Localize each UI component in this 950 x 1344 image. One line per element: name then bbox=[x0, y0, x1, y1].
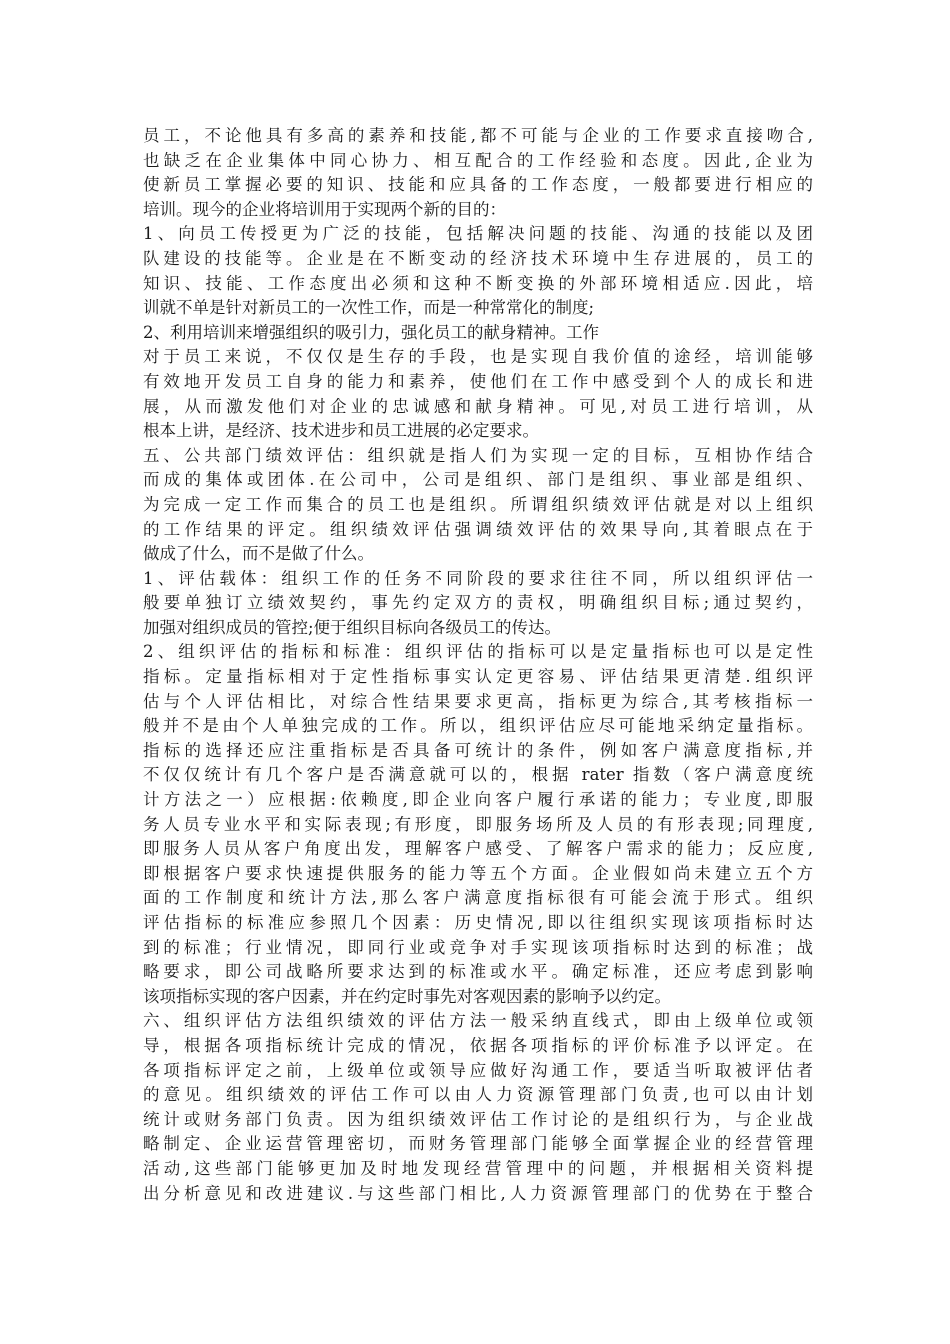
text-line: 即根据客户要求快速提供服务的能力等五个方面。企业假如尚未建立五个方 bbox=[143, 863, 813, 883]
text-line: 指标的选择还应注重指标是否具备可统计的条件，例如客户满意度指标,并 bbox=[143, 740, 813, 760]
text-line: 六、组织评估方法组织绩效的评估方法一般采纳直线式，即由上级单位或领 bbox=[143, 1011, 813, 1031]
text-line: 即服务人员从客户角度出发，理解客户感受、了解客户需求的能力；反应度, bbox=[143, 839, 813, 859]
text-line: 略制定、企业运营管理密切，而财务管理部门能够全面掌握企业的经营管理 bbox=[143, 1134, 813, 1154]
text-line: 使新员工掌握必要的知识、技能和应具备的工作态度，一般都要进行相应的 bbox=[143, 175, 813, 195]
text-line: 该项指标实现的客户因素，并在约定时事先对客观因素的影响予以约定。 bbox=[143, 986, 671, 1006]
text-line: 也缺乏在企业集体中同心协力、相互配合的工作经验和态度。因此,企业为 bbox=[143, 150, 813, 170]
text-line: 1、评估载体：组织工作的任务不同阶段的要求往往不同，所以组织评估一 bbox=[143, 568, 813, 588]
text-line: 展，从而激发他们对企业的忠诚感和献身精神。可见,对员工进行培训，从 bbox=[143, 396, 813, 416]
text-line: 而成的集体或团体.在公司中，公司是组织、部门是组织、事业部是组织、 bbox=[143, 470, 813, 490]
text-line: 2、组织评估的指标和标准：组织评估的指标可以是定量指标也可以是定性 bbox=[143, 642, 813, 662]
text-line: 加强对组织成员的管控;便于组织目标向各级员工的传达。 bbox=[143, 617, 562, 637]
text-line: 评估指标的标准应参照几个因素：历史情况,即以往组织实现该项指标时达 bbox=[143, 913, 813, 932]
text-line: 估与个人评估相比，对综合性结果要求更高，指标更为综合,其考核指标一 bbox=[143, 691, 813, 711]
text-line: 计方法之一）应根据:依赖度,即企业向客户履行承诺的能力；专业度,即服 bbox=[143, 790, 813, 810]
text-line: 的意见。组织绩效的评估工作可以由人力资源管理部门负责,也可以由计划 bbox=[143, 1085, 813, 1105]
text-line: 出分析意见和改进建议.与这些部门相比,人力资源管理部门的优势在于整合 bbox=[143, 1183, 813, 1203]
text-line: 对于员工来说，不仅仅是生存的手段，也是实现自我价值的途经，培训能够 bbox=[143, 347, 813, 367]
text-line: 般要单独订立绩效契约，事先约定双方的责权，明确组织目标;通过契约， bbox=[143, 593, 813, 613]
document-body bbox=[143, 124, 813, 1206]
text-line: 不仅仅统计有几个客户是否满意就可以的，根据 rater 指数（客户满意度统 bbox=[143, 765, 813, 785]
text-line: 队建设的技能等。企业是在不断变动的经济技术环境中生存进展的，员工的 bbox=[143, 248, 813, 268]
text-line: 五、公共部门绩效评估：组织就是指人们为实现一定的目标，互相协作结合 bbox=[143, 445, 813, 465]
text-line: 活动,这些部门能够更加及时地发现经营管理中的问题，并根据相关资料提 bbox=[143, 1158, 813, 1178]
text-line: 训就不单是针对新员工的一次性工作，而是一种常常化的制度; bbox=[143, 298, 595, 318]
text-line: 为完成一定工作而集合的员工也是组织。所谓组织绩效评估就是对以上组织 bbox=[143, 494, 813, 514]
text-line: 1、向员工传授更为广泛的技能，包括解决问题的技能、沟通的技能以及团 bbox=[143, 224, 813, 244]
text-line: 指标。定量指标相对于定性指标事实认定更容易、评估结果更清楚.组织评 bbox=[143, 667, 813, 687]
text-line: 导，根据各项指标统计完成的情况，依据各项指标的评价标准予以评定。在 bbox=[143, 1035, 813, 1055]
text-line: 根本上讲，是经济、技术进步和员工进展的必定要求。 bbox=[143, 421, 539, 441]
text-line: 有效地开发员工自身的能力和素养，使他们在工作中感受到个人的成长和进 bbox=[143, 371, 813, 391]
text-line: 统计或财务部门负责。因为组织绩效评估工作讨论的是组织行为，与企业战 bbox=[143, 1109, 813, 1129]
text-line: 到的标准；行业情况，即同行业或竞争对手实现该项指标时达到的标准；战 bbox=[143, 937, 813, 957]
text-line: 面的工作制度和统计方法,那么客户满意度指标很有可能会流于形式。组织 bbox=[143, 888, 813, 908]
text-line: 各项指标评定之前，上级单位或领导应做好沟通工作，要适当听取被评估者 bbox=[143, 1060, 813, 1080]
text-line: 做成了什么，而不是做了什么。 bbox=[143, 544, 374, 564]
text-line: 2、利用培训来增强组织的吸引力，强化员工的献身精神。工作 bbox=[143, 322, 599, 342]
text-line: 员工，不论他具有多高的素养和技能,都不可能与企业的工作要求直接吻合, bbox=[143, 126, 813, 145]
text-line: 知识、技能、工作态度出必须和这种不断变换的外部环境相适应.因此，培 bbox=[143, 273, 813, 293]
text-line: 的工作结果的评定。组织绩效评估强调绩效评估的效果导向,其着眼点在于 bbox=[143, 519, 813, 539]
text-line: 务人员专业水平和实际表现;有形度，即服务场所及人员的有形表现;同理度, bbox=[143, 814, 813, 834]
text-line: 略要求，即公司战略所要求达到的标准或水平。确定标准，还应考虑到影响 bbox=[143, 962, 813, 982]
text-line: 培训。现今的企业将培训用于实现两个新的目的： bbox=[143, 199, 506, 219]
text-line: 般并不是由个人单独完成的工作。所以，组织评估应尽可能地采纳定量指标。 bbox=[143, 716, 813, 736]
